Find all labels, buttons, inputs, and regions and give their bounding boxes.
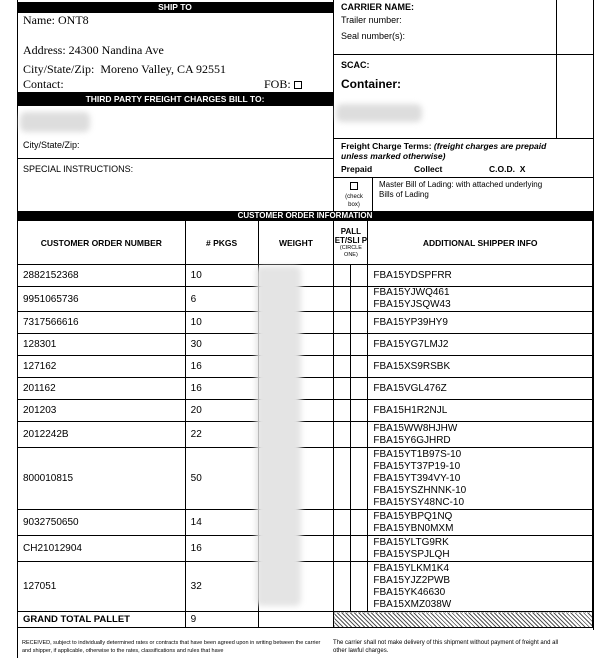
table-row — [18, 378, 593, 400]
ship-to-city — [23, 62, 226, 77]
redacted-container-number — [336, 104, 422, 122]
third-party-city: City/State/Zip: — [23, 140, 80, 150]
table-header-row — [18, 221, 593, 265]
ship-to-name — [23, 13, 89, 28]
pallet-cell — [334, 287, 351, 312]
order-cell: 2012242B — [18, 422, 186, 448]
pkgs-cell: 32 — [185, 562, 258, 612]
pallet-cell — [334, 378, 351, 400]
fob-checkbox[interactable] — [294, 81, 302, 89]
pallet-cell — [334, 334, 351, 356]
slip-cell — [351, 312, 368, 334]
table-row — [18, 312, 593, 334]
info-cell: FBA15XS9RSBK — [368, 356, 593, 378]
cod-label: C.O.D. — [489, 164, 515, 174]
ship-to-contact: Contact: — [23, 77, 64, 91]
pallet-cell — [334, 562, 351, 612]
order-cell: 127051 — [18, 562, 186, 612]
order-cell: 7317566616 — [18, 312, 186, 334]
info-cell: FBA15YLKM1K4 FBA15YJZ2PWB FBA15YK46630 FBA15XMZ038W — [368, 562, 593, 612]
slip-cell — [351, 356, 368, 378]
right-column-divider — [556, 0, 557, 138]
grand-total-value: 9 — [185, 612, 258, 628]
footer-left: RECEIVED, subject to individually determined rates or contracts that have been agreed upon in writing between the carrier and shipper, if applicable, otherwise to the rates, classifications and rules that have — [22, 640, 321, 654]
table-row — [18, 334, 593, 356]
slip-cell — [351, 287, 368, 312]
grand-total-weight — [258, 612, 334, 628]
outer-border-right — [593, 0, 594, 630]
pkgs-cell: 22 — [185, 422, 258, 448]
city-value: Moreno Valley, CA 92551 — [100, 62, 227, 76]
table-row — [18, 448, 593, 510]
pallet-cell — [334, 448, 351, 510]
table-row — [18, 562, 593, 612]
pkgs-cell: 16 — [185, 378, 258, 400]
freight-terms-label: Freight Charge Terms: — [341, 141, 432, 151]
customer-order-header: CUSTOMER ORDER INFORMATION — [17, 211, 593, 220]
freight-terms-divider — [333, 138, 593, 139]
info-cell: FBA15YDSPFRR — [368, 265, 593, 287]
info-cell: FBA15YT1B97S-10 FBA15YT37P19-10 FBA15YT394VY-10 FBA15YSZHNNK-10 FBA15YSY48NC-10 — [368, 448, 593, 510]
scac-label: SCAC: — [341, 60, 370, 70]
master-bol-text: Master Bill of Lading: with attached underlying Bills of Lading — [379, 180, 543, 199]
pallet-cell — [334, 422, 351, 448]
master-bol-inner-divider — [372, 177, 373, 211]
ship-to-address — [23, 43, 164, 58]
table-row — [18, 287, 593, 312]
info-cell: FBA15YP39HY9 — [368, 312, 593, 334]
info-cell: FBA15YJWQ461 FBA15YJSQW43 — [368, 287, 593, 312]
pkgs-cell: 16 — [185, 356, 258, 378]
order-cell: 800010815 — [18, 448, 186, 510]
customer-order-table — [17, 220, 593, 628]
cod-mark: X — [519, 164, 526, 174]
slip-cell — [351, 378, 368, 400]
pallet-cell — [334, 312, 351, 334]
pallet-cell — [334, 536, 351, 562]
info-cell: FBA15VGL476Z — [368, 378, 593, 400]
table-row — [18, 422, 593, 448]
ship-to-header: SHIP TO — [17, 2, 333, 13]
info-cell: FBA15YBPQ1NQ FBA15YBN0MXM — [368, 510, 593, 536]
order-cell: 2882152368 — [18, 265, 186, 287]
pkgs-cell: 6 — [185, 287, 258, 312]
pkgs-cell: 10 — [185, 265, 258, 287]
freight-collect: Collect — [414, 164, 443, 174]
order-cell: 201162 — [18, 378, 186, 400]
table-row — [18, 536, 593, 562]
col-header-info: ADDITIONAL SHIPPER INFO — [368, 221, 593, 265]
pallet-cell — [334, 356, 351, 378]
slip-cell — [351, 334, 368, 356]
slip-cell — [351, 400, 368, 422]
pallet-label: PALL ET/SLI P — [334, 226, 368, 245]
container-label: Container: — [341, 77, 401, 91]
grand-total-label: GRAND TOTAL PALLET — [18, 612, 186, 628]
pallet-cell — [334, 265, 351, 287]
col-header-pallet — [334, 221, 368, 265]
special-instructions-label: SPECIAL INSTRUCTIONS: — [23, 164, 134, 174]
slip-cell — [351, 448, 368, 510]
name-value: ONT8 — [58, 13, 89, 27]
table-row — [18, 356, 593, 378]
freight-terms-note: (freight charges are prepaid unless marked otherwise) — [341, 141, 547, 161]
pallet-cell — [334, 510, 351, 536]
pkgs-cell: 50 — [185, 448, 258, 510]
grand-total-hatch — [334, 612, 593, 628]
pkgs-cell: 14 — [185, 510, 258, 536]
center-divider — [333, 0, 334, 211]
name-label: Name: — [23, 13, 55, 27]
grand-total-row — [18, 612, 593, 628]
special-instructions-divider — [17, 158, 333, 159]
info-cell: FBA15YG7LMJ2 — [368, 334, 593, 356]
order-cell: 9951065736 — [18, 287, 186, 312]
order-cell: 9032750650 — [18, 510, 186, 536]
footer-right: The carrier shall not make delivery of this shipment without payment of freight and all other lawful charges. — [333, 640, 559, 654]
table-row — [18, 265, 593, 287]
third-party-header: THIRD PARTY FREIGHT CHARGES BILL TO: — [17, 92, 333, 106]
slip-cell — [351, 422, 368, 448]
slip-cell — [351, 562, 368, 612]
carrier-name-label: CARRIER NAME: — [341, 2, 414, 12]
master-bol-check-label: (check box) — [345, 194, 363, 208]
trailer-number-label: Trailer number: — [341, 15, 402, 25]
pallet-cell — [334, 400, 351, 422]
order-cell: CH21012904 — [18, 536, 186, 562]
pkgs-cell: 10 — [185, 312, 258, 334]
slip-cell — [351, 265, 368, 287]
col-header-weight: WEIGHT — [258, 221, 334, 265]
info-cell: FBA15H1R2NJL — [368, 400, 593, 422]
master-bol-checkbox[interactable] — [350, 182, 358, 190]
pkgs-cell: 20 — [185, 400, 258, 422]
slip-cell — [351, 510, 368, 536]
scac-divider — [333, 54, 593, 55]
info-cell: FBA15WW8HJHW FBA15Y6GJHRD — [368, 422, 593, 448]
address-value: 24300 Nandina Ave — [68, 43, 164, 57]
fob-field — [264, 77, 302, 92]
slip-cell — [351, 536, 368, 562]
redacted-weight-column — [256, 266, 301, 606]
pkgs-cell: 16 — [185, 536, 258, 562]
city-label: City/State/Zip: — [23, 62, 95, 76]
order-cell: 127162 — [18, 356, 186, 378]
info-cell: FBA15YLTG9RK FBA15YSPJLQH — [368, 536, 593, 562]
col-header-pkgs: # PKGS — [185, 221, 258, 265]
col-header-order: CUSTOMER ORDER NUMBER — [18, 221, 186, 265]
order-cell: 128301 — [18, 334, 186, 356]
order-cell: 201203 — [18, 400, 186, 422]
address-label: Address: — [23, 43, 66, 57]
pallet-sub-label: (CIRCLE ONE) — [339, 244, 362, 258]
redacted-bill-to-name — [20, 112, 90, 132]
table-row — [18, 510, 593, 536]
freight-cod — [489, 164, 525, 174]
fob-label: FOB: — [264, 77, 291, 91]
table-row — [18, 400, 593, 422]
seal-number-label: Seal number(s): — [341, 31, 406, 41]
freight-prepaid: Prepaid — [341, 164, 373, 174]
freight-terms — [341, 141, 563, 161]
pkgs-cell: 30 — [185, 334, 258, 356]
